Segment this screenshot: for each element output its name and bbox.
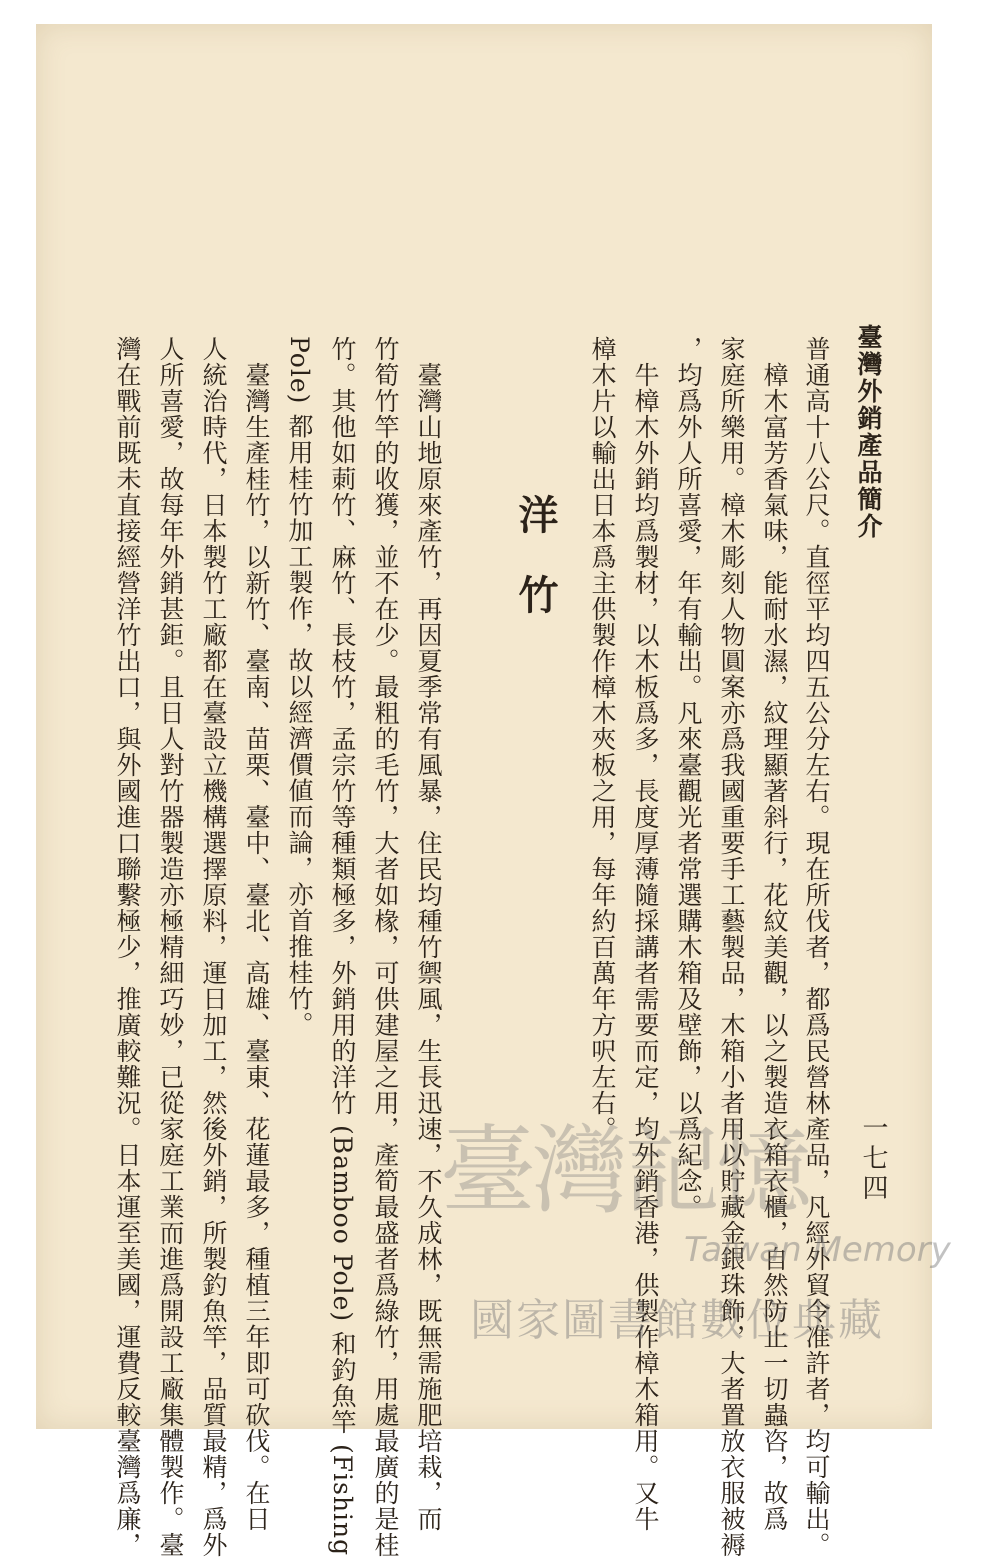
text-column: 家庭所樂用。樟木彫刻人物圓案亦爲我國重要手工藝製品，木箱小者用以貯藏金銀珠飾，大者置放衣服被褥 [717, 336, 746, 1558]
watermark-subtitle: 國家圖書館數位典藏 [470, 1295, 884, 1346]
running-title: 臺灣外銷產品簡介 [854, 324, 883, 540]
watermark-latin: Taiwan Memory [684, 1230, 951, 1270]
text-column: 樟木片以輸出日本爲主供製作樟木夾板之用，每年約百萬年方呎左右。 [588, 336, 617, 1142]
text-column: 牛樟木外銷均爲製材，以木板爲多，長度厚薄隨採講者需要而定，均外銷香港，供製作樟木箱用。又牛 [631, 336, 660, 1532]
text-column: 人所喜愛，故每年外銷甚鉅。且日人對竹器製造亦極精細巧妙，已從家庭工業而進爲開設工廠集體製作。臺 [156, 336, 185, 1558]
text-column: 普通高十八公尺。直徑平均四五公分左右。現在所伐者，都爲民營林產品，凡經外貿令准許者，均可輸出。 [802, 336, 831, 1558]
text-column: Pole) 都用桂竹加工製作，故以經濟價値而論，亦首推桂竹。 [285, 336, 314, 1038]
text-column: 樟木富芳香氣味，能耐水濕，紋理顯著斜行，花紋美觀，以之製造衣箱衣櫃，自然防止一切蟲咨，故爲 [760, 336, 789, 1532]
text-column: 竹筍竹竿的收獲，並不在少。最粗的毛竹，大者如椽，可供建屋之用，產筍最盛者爲綠竹，用處最廣的是桂 [371, 336, 400, 1558]
text-column: 灣在戰前既未直接經營洋竹出口，與外國進口聯繫極少，推廣較難況。日本運至美國，運費反較臺灣爲廉， [113, 336, 142, 1558]
text-column: 臺灣生產桂竹，以新竹、臺南、苗栗、臺中、臺北、高雄、臺東、花蓮最多，種植三年即可砍伐。在日 [242, 336, 271, 1532]
text-column: 竹。其他如莿竹、麻竹、長枝竹，孟宗竹等種類極多，外銷用的洋竹 (Bamboo Pole) 和釣魚竿 (Fishing [328, 336, 357, 1557]
text-column: 人統治時代，日本製竹工廠都在臺設立機構選擇原料，運日加工，然後外銷，所製釣魚竿，品質最精，爲外 [199, 336, 228, 1558]
page-number: 一七四 [858, 1114, 888, 1204]
text-column: ，均爲外人所喜愛，年有輸出。凡來臺觀光者常選購木箱及壁飾，以爲紀念。 [674, 336, 703, 1220]
watermark-script: 臺灣記憶 [440, 1115, 808, 1227]
section-heading: 洋竹 [512, 494, 559, 654]
text-column: 臺灣山地原來產竹，再因夏季常有風暴，住民均種竹禦風，生長迅速，不久成林，既無需施肥培栽，而 [414, 336, 443, 1532]
